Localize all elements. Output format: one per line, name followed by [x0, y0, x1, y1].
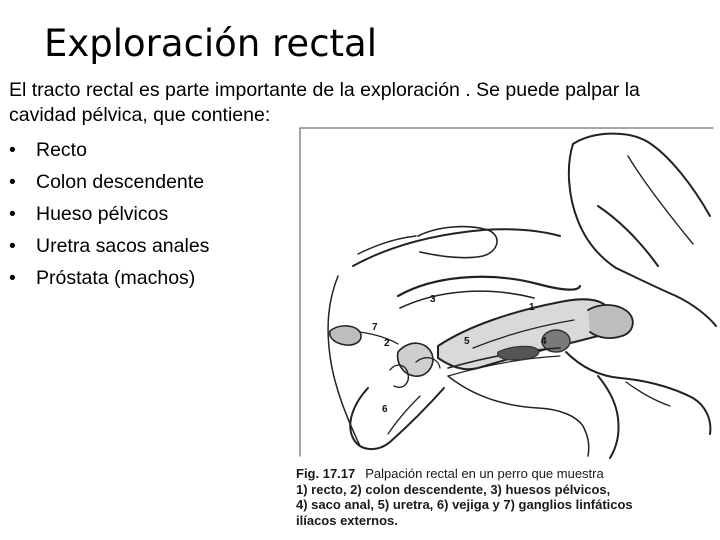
caption-line-2: 1) recto, 2) colon descendente, 3) huesos pélvicos,	[296, 481, 611, 497]
figure-label-5: 5	[464, 336, 470, 347]
bullet-list	[9, 134, 209, 294]
bullet-text: Hueso pélvicos	[36, 203, 169, 225]
bullet-dot: •	[9, 171, 16, 193]
bullet-item	[9, 134, 209, 166]
figure-label-4: 4	[541, 336, 547, 347]
bullet-dot: •	[9, 203, 16, 225]
figure-label-3: 3	[430, 294, 436, 305]
bullet-dot: •	[9, 267, 16, 289]
bullet-item	[9, 262, 209, 294]
bullet-item	[9, 230, 209, 262]
figure-number: Fig. 17.17	[296, 466, 356, 481]
bullet-dot: •	[9, 139, 16, 161]
bullet-text: Uretra sacos anales	[36, 235, 210, 257]
bullet-text: Colon descendente	[36, 171, 205, 193]
slide-title: Exploración rectal	[44, 22, 377, 65]
caption-line-3: 4) saco anal, 5) uretra, 6) vejiga y 7) ganglios linfáticos	[296, 497, 633, 512]
caption-line-1: Fig. 17.17 Palpación rectal en un perro que muestra	[296, 466, 604, 481]
bullet-text: Recto	[36, 139, 87, 161]
figure-label-1: 1	[529, 302, 535, 313]
bullet-item	[9, 166, 209, 198]
figure-label-6: 6	[382, 404, 388, 415]
intro-text: El tracto rectal es parte importante de la exploración . Se puede palpar la cavidad pélvica, que contiene:	[9, 79, 640, 126]
figure-caption	[296, 466, 716, 528]
figure-label-7: 7	[372, 322, 378, 333]
bullet-text: Próstata (machos)	[36, 267, 196, 289]
figure-label-2: 2	[384, 338, 390, 349]
bullet-item	[9, 198, 209, 230]
caption-line-4: ilíacos externos.	[296, 512, 398, 528]
bullet-dot: •	[9, 235, 16, 257]
